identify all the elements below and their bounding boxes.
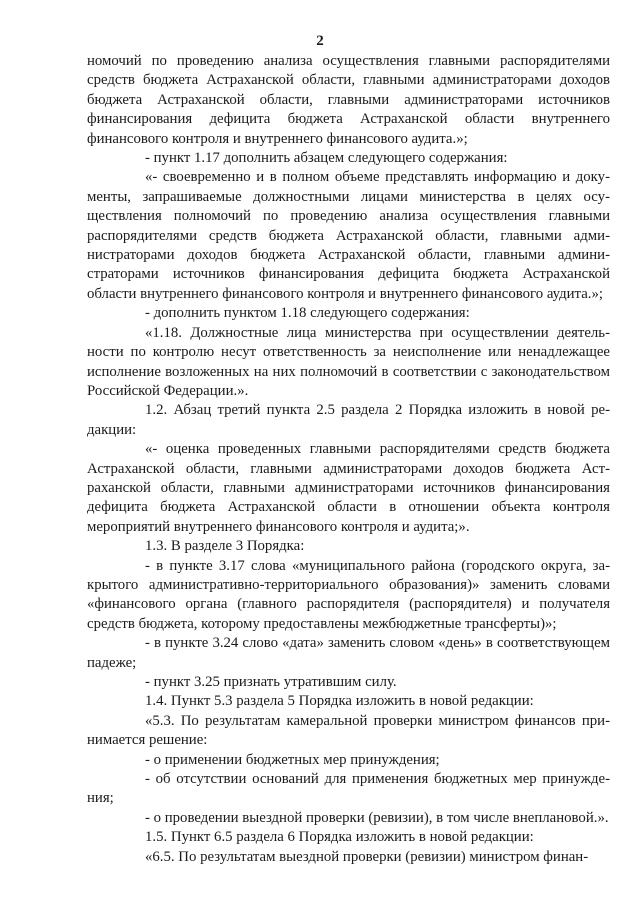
paragraph-point-1-17-intro: - пункт 1.17 дополнить абзацем следующего содержания: (145, 150, 508, 167)
paragraph-list-item-no-grounds: - об отсутствии оснований для применения бюджетных мер принуждения; (87, 771, 610, 807)
paragraph-point-5-3: «5.3. По результатам камеральной проверки министром финансов принимается решение: (87, 712, 610, 749)
paragraph-list-item-field-audit: - о проведении выездной проверки (ревизии), в том числе внеплановой.». (145, 809, 609, 826)
paragraph-point-1-18-intro: - дополнить пунктом 1.18 следующего содержания: (145, 305, 470, 322)
paragraph-point-6-5: «6.5. По результатам выездной проверки (ревизии) министром финан- (145, 848, 589, 865)
paragraph-continuation: номочий по проведению анализа осуществления главными распорядителями средств бюджета Астраханской области, главными администраторами доходов бюджета Астраханской области, главными администраторами источников финансирования дефицита бюджета Астраханской области внутреннего финансового контроля и внутреннего финансового аудита.»; (87, 53, 610, 147)
paragraph-point-3-24: - в пункте 3.24 слово «дата» заменить словом «день» в соответствующем падеже; (87, 635, 610, 671)
paragraph-item-1-2: 1.2. Абзац третий пункта 2.5 раздела 2 Порядка изложить в новой редакции: (87, 402, 610, 438)
paragraph-item-1-2-text: «- оценка проведенных главными распорядителями средств бюджета Астраханской области, главными администраторами доходов бюджета Астраханской области, главными администраторами источников финансирования дефицита бюджета Астраханской области в отношении объекта контроля мероприятий внутреннего финансового контроля и аудита;». (87, 441, 610, 535)
page-number: 2 (316, 33, 324, 49)
paragraph-point-3-25: - пункт 3.25 признать утратившим силу. (145, 674, 397, 690)
paragraph-item-1-3: 1.3. В разделе 3 Порядка: (145, 538, 305, 555)
paragraph-point-1-18-text: «1.18. Должностные лица министерства при осуществлении деятельности по контролю несут ответственность за неисполнение или ненадлежащее исполнение возложенных на них полномочий в соответствии с законодательством Российской Федерации.». (87, 324, 610, 399)
paragraph-point-3-17: - в пункте 3.17 слова «муниципального района (городского округа, закрытого административно-территориального образования)» заменить словами «финансового органа (главного распорядителя (распорядителя) и получателя средств бюджета, которому предоставлены межбюджетные трансферты)»; (87, 557, 610, 632)
paragraph-list-item-measures: - о применении бюджетных мер принуждения; (145, 751, 440, 768)
paragraph-item-1-4: 1.4. Пункт 5.3 раздела 5 Порядка изложить в новой редакции: (145, 693, 534, 710)
paragraph-point-1-17-text: «- своевременно и в полном объеме представлять информацию и документы, запрашиваемые должностными лицами министерства в целях осуществления полномочий по проведению анализа осуществления главными распорядителями средств бюджета Астраханской области, главными администраторами доходов бюджета Астраханской области, главными администраторами источников финансирования дефицита бюджета Астраханской области внутреннего финансового контроля и внутреннего финансового аудита.»; (87, 169, 610, 302)
document-body (87, 52, 610, 867)
paragraph-item-1-5: 1.5. Пункт 6.5 раздела 6 Порядка изложить в новой редакции: (145, 829, 534, 846)
